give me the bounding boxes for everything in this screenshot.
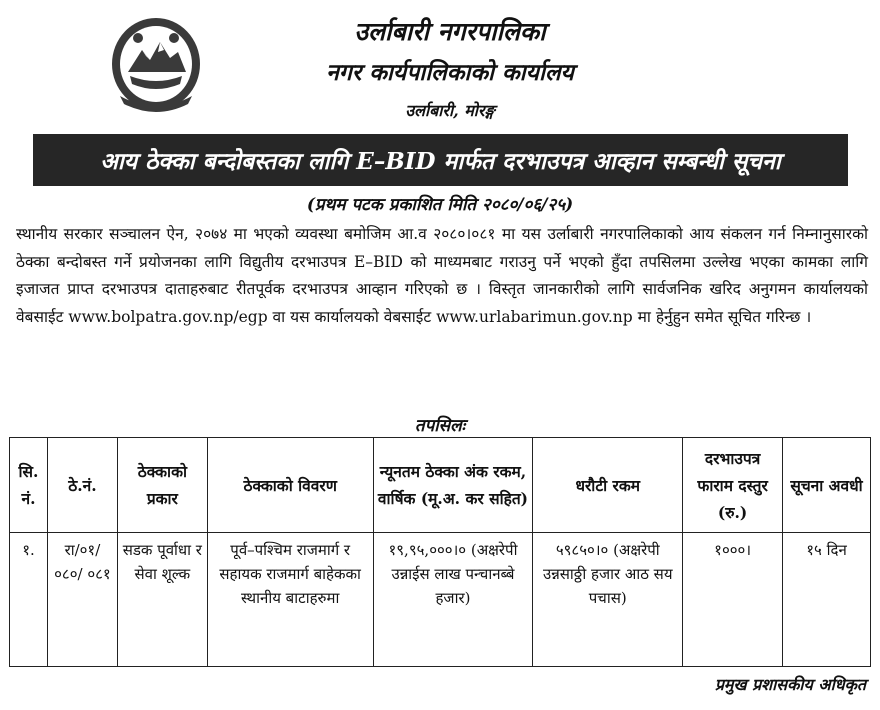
- header-contract-no: ठे.नं.: [47, 438, 117, 533]
- table-header-row: [10, 438, 871, 533]
- notice-body-paragraph: स्थानीय सरकार सञ्चालन ऐन, २०७४ मा भएको व्यवस्था बमोजिम आ.व २०८०।०८१ मा यस उर्लाबारी नगरपालिकाको आय संकलन गर्न निम्नानुसारको ठेक्का बन्दोबस्त गर्ने प्रयोजनका लागि विद्युतीय दरभाउपत्र E–BID को माध्यमबाट गराउनु पर्ने भएको हुँदा तपसिलमा उल्लेख भएका कामका लागि इजाजत प्राप्त दरभाउपत्र दाताहरुबाट रीतपूर्वक दरभाउपत्र आव्हान गरिएको छ । विस्तृत जानकारीको लागि सार्वजनिक खरिद अनुगमन कार्यालयको वेबसाईट www.bolpatra.gov.np/egp वा यस कार्यालयको वेबसाईट www.urlabarimun.gov.np मा हेर्नुहुन समेत सूचित गरिन्छ ।: [16, 225, 868, 326]
- cell-form-fee: १०००।: [683, 533, 783, 667]
- cell-contract-type: सडक पूर्वाधा र सेवा शूल्क: [117, 533, 207, 667]
- office-address: उर्लाबारी, मोरङ्ग: [405, 101, 495, 120]
- cell-description: पूर्व–पश्चिम राजमार्ग र सहायक राजमार्ग बाहेकका स्थानीय बाटाहरुमा: [207, 533, 373, 667]
- government-emblem-icon: [108, 12, 204, 112]
- published-date-line: (प्रथम पटक प्रकाशित मिति २०८०/०६/२५): [306, 195, 574, 215]
- cell-notice-period: १५ दिन: [783, 533, 871, 667]
- header-notice-period: सूचना अवधी: [783, 438, 871, 533]
- cell-sn: १.: [10, 533, 48, 667]
- details-label: तपसिलः: [414, 416, 466, 436]
- contract-details-table: [9, 437, 871, 667]
- cell-min-amount: १९,९५,०००।० (अक्षरेपी उन्नाईस लाख पन्चानब्बे हजार): [373, 533, 533, 667]
- header-description: ठेक्काको विवरण: [207, 438, 373, 533]
- header-min-amount: न्यूनतम ठेक्का अंक रकम, वार्षिक (मू.अ. कर सहित): [373, 438, 533, 533]
- cell-deposit: ५९८५०।० (अक्षरेपी उन्नसाठ्ठी हजार आठ सय पचास): [533, 533, 683, 667]
- header-deposit: धरौटी रकम: [533, 438, 683, 533]
- table-row: [10, 533, 871, 667]
- cell-contract-no: रा/०१/ ०८०/ ०८१: [47, 533, 117, 667]
- signatory-title: प्रमुख प्रशासकीय अधिकृत: [714, 675, 866, 694]
- office-name: नगर कार्यपालिकाको कार्यालय: [326, 59, 574, 86]
- header-sn: सि. नं.: [10, 438, 48, 533]
- header-form-fee: दरभाउपत्र फाराम दस्तुर (रु.): [683, 438, 783, 533]
- municipality-name: उर्लाबारी नगरपालिका: [354, 17, 546, 46]
- notice-title-banner: आय ठेक्का बन्दोबस्तका लागि E–BID मार्फत दरभाउपत्र आव्हान सम्बन्धी सूचना: [33, 134, 848, 186]
- header-contract-type: ठेक्काको प्रकार: [117, 438, 207, 533]
